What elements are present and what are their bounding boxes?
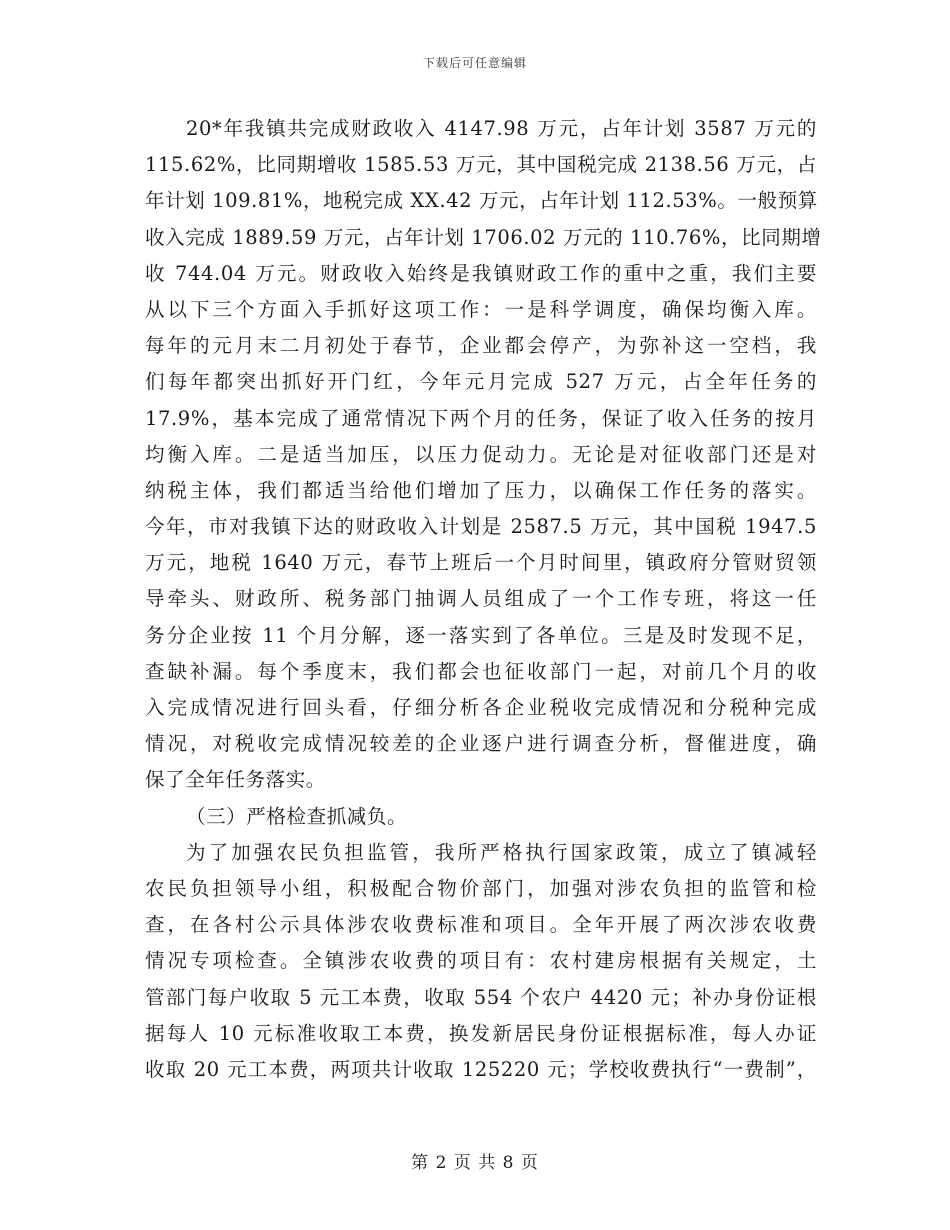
section-heading: （三）严格检查抓减负。 (186, 804, 408, 828)
paragraph-line: 务分企业按 11 个月分解，逐一落实到了各单位。三是及时发现不足， (145, 623, 817, 647)
paragraph-line: 115.62%，比同期增收 1585.53 万元，其中国税完成 2138.56 万元，占 (145, 153, 817, 177)
paragraph-line: 为了加强农民负担监管，我所严格执行国家政策，成立了镇减轻 (186, 840, 817, 864)
paragraph-line: 查缺补漏。每个季度末，我们都会也征收部门一起，对前几个月的收 (145, 659, 817, 683)
paragraph-line: 从以下三个方面入手抓好这项工作：一是科学调度，确保均衡入库。 (145, 297, 817, 321)
paragraph-line: 农民负担领导小组，积极配合物价部门，加强对涉农负担的监管和检 (145, 876, 817, 900)
paragraph-line: 情况，对税收完成情况较差的企业逐户进行调查分析，督催进度，确 (145, 732, 817, 756)
paragraph-line: 均衡入库。二是适当加压，以压力促动力。无论是对征收部门还是对 (145, 442, 817, 466)
document-body (145, 111, 822, 1088)
paragraph-line: 万元，地税 1640 万元，春节上班后一个月时间里，镇政府分管财贸领 (145, 551, 817, 575)
paragraph-line: 保了全年任务落实。 (145, 768, 326, 792)
paragraph-line: 管部门每户收取 5 元工本费，收取 554 个农户 4420 元；补办身份证根 (145, 985, 817, 1009)
paragraph-line: 收入完成 1889.59 万元，占年计划 1706.02 万元的 110.76%，比同期增 (145, 225, 822, 249)
paragraph-line: 17.9%，基本完成了通常情况下两个月的任务，保证了收入任务的按月 (145, 406, 817, 430)
page-header-note: 下载后可任意编辑 (422, 56, 527, 70)
paragraph-line: 据每人 10 元标准收取工本费，换发新居民身份证根据标准，每人办证 (145, 1021, 817, 1045)
paragraph-line: 们每年都突出抓好开门红，今年元月完成 527 万元，占全年任务的 (145, 370, 817, 394)
paragraph-line: 导牵头、财政所、税务部门抽调人员组成了一个工作专班，将这一任 (145, 587, 817, 611)
paragraph-line: 收取 20 元工本费，两项共计收取 125220 元；学校收费执行“一费制”， (145, 1057, 817, 1081)
page-number-footer: 第 2 页 共 8 页 (411, 1153, 539, 1173)
paragraph-line: 每年的元月末二月初处于春节，企业都会停产，为弥补这一空档，我 (145, 334, 817, 358)
paragraph-line: 纳税主体，我们都适当给他们增加了压力，以确保工作任务的落实。 (145, 478, 817, 502)
paragraph-line: 今年，市对我镇下达的财政收入计划是 2587.5 万元，其中国税 1947.5 (145, 515, 817, 539)
paragraph-line: 收 744.04 万元。财政收入始终是我镇财政工作的重中之重，我们主要 (145, 261, 817, 285)
paragraph-line: 情况专项检查。全镇涉农收费的项目有：农村建房根据有关规定，土 (145, 949, 817, 973)
paragraph-line: 查，在各村公示具体涉农收费标准和项目。全年开展了两次涉农收费 (145, 913, 817, 937)
paragraph-line: 年计划 109.81%，地税完成 XX.42 万元，占年计划 112.53%。一般预算 (145, 189, 818, 213)
paragraph-line: 20*年我镇共完成财政收入 4147.98 万元，占年计划 3587 万元的 (186, 117, 817, 140)
paragraph-line: 入完成情况进行回头看，仔细分析各企业税收完成情况和分税种完成 (145, 696, 817, 719)
